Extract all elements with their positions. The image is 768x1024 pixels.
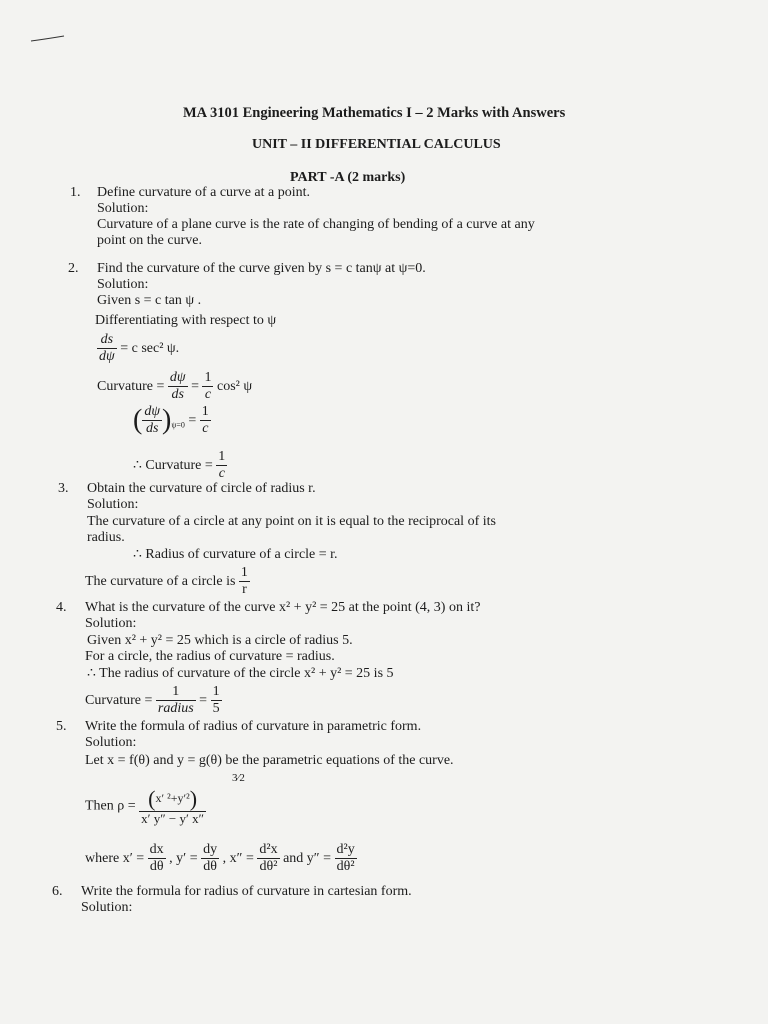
q3-curvature-line: [85, 565, 250, 598]
q4-curvature-eq: Curvature = $\frac{1}{\text{radius}}$ = $\frac{1}{5}$: [85, 684, 220, 717]
q5-question: Write the formula of radius of curvature in parametric form.: [85, 719, 422, 734]
q2-sub-psi0: ψ=0: [171, 420, 185, 430]
fraction-one-r: $\frac{1}{r}$: [240, 565, 248, 598]
q6-solution-label: Solution:: [81, 900, 133, 915]
q5-then-label: Then ρ =: [85, 798, 136, 814]
q2-given: Given s = c tan ψ .: [97, 293, 202, 308]
fraction-ds-dpsi: $\frac{ds}{d\psi}$: [99, 332, 115, 365]
fraction-d2x-dtheta2: $\frac{\text{d²x}}{\text{dθ²}}$: [259, 842, 278, 875]
fraction-one-c-3: $\frac{1}{c}$: [218, 449, 226, 482]
q1-number: 1.: [70, 185, 81, 200]
q2-curvature-label: Curvature =: [97, 378, 165, 394]
q2-curvature-at-zero: ( $\frac{d\psi}{ds}$ )$_{\psi=0}$ = $\frac{1}{c}$: [133, 404, 209, 437]
pen-mark: [30, 35, 66, 43]
q2-question: Find the curvature of the curve given by s = c tanψ at ψ=0.: [97, 261, 426, 276]
part-title: PART -A (2 marks): [290, 170, 406, 185]
q4-given: Given x² + y² = 25 which is a circle of radius 5.: [87, 633, 353, 648]
q4-number: 4.: [56, 600, 67, 615]
q2-curvature-eq: Curvature = $\frac{d\psi}{ds}$ = $\frac{1}{c}$ cos² ψ: [97, 370, 253, 403]
q3-question: Obtain the curvature of circle of radius r.: [87, 481, 316, 496]
q2-number: 2.: [68, 261, 79, 276]
q4-for-circle: For a circle, the radius of curvature = radius.: [85, 649, 335, 664]
fraction-one-c: $\frac{1}{c}$: [204, 370, 212, 403]
q3-answer-line1: The curvature of a circle at any point on it is equal to the reciprocal of its: [87, 514, 496, 529]
q1-answer-line1: Curvature of a plane curve is the rate of changing of bending of a curve at any: [97, 217, 535, 232]
q5-let-line: Let x = f(θ) and y = g(θ) be the parametric equations of the curve.: [85, 753, 454, 768]
q2-cos-term: cos² ψ: [216, 378, 253, 394]
q3-number: 3.: [58, 481, 69, 496]
q4-question: What is the curvature of the curve x² + y² = 25 at the point (4, 3) on it?: [85, 600, 481, 615]
q3-curvature-label: The curvature of a circle is: [85, 573, 236, 589]
fraction-dy-dtheta: $\frac{dy}{d\theta}$: [203, 842, 218, 875]
course-title: MA 3101 Engineering Mathematics I – 2 Marks with Answers: [183, 105, 566, 121]
q6-number: 6.: [52, 884, 63, 899]
q3-radius-line: ∴ Radius of curvature of a circle = r.: [133, 547, 338, 562]
q2-therefore: [133, 449, 227, 482]
fraction-one-radius: $\frac{1}{\text{radius}}$: [157, 684, 194, 717]
fraction-dpsi-ds-2: $\frac{d\psi}{ds}$: [144, 404, 161, 437]
q4-solution-label: Solution:: [85, 616, 137, 631]
fraction-dpsi-ds: $\frac{d\psi}{ds}$: [169, 370, 186, 403]
q4-curvature-label: Curvature =: [85, 692, 153, 708]
q3-answer-line2: radius.: [87, 530, 125, 545]
q5-number: 5.: [56, 719, 67, 734]
q2-solution-label: Solution:: [97, 277, 149, 292]
q2-ds-dpsi-eq: [97, 332, 179, 365]
q5-where-line: where x′ = $\frac{dx}{d\theta}$ , y′ = $\frac{dy}{d\theta}$ , x″ = $\frac{\text{d²x}}{\text{dθ²}}$ and y″ = $\frac{\text{d²y}}{\text{dθ²}}$: [85, 842, 355, 875]
q5-rho-eq: [85, 786, 206, 827]
fraction-one-five: $\frac{1}{5}$: [212, 684, 220, 717]
fraction-rho: $\frac{\text{(x′ ²+y′²)}}{x' y'' - y' x''}$: [141, 786, 205, 827]
q1-solution-label: Solution:: [97, 201, 149, 216]
q4-radius-is: ∴ The radius of curvature of the circle x² + y² = 25 is 5: [87, 666, 394, 681]
q1-answer-line2: point on the curve.: [97, 233, 202, 248]
fraction-d2y-dtheta2: $\frac{\text{d²y}}{\text{dθ²}}$: [336, 842, 355, 875]
q2-therefore-label: ∴ Curvature =: [133, 457, 213, 473]
q5-solution-label: Solution:: [85, 735, 137, 750]
fraction-dx-dtheta: $\frac{dx}{d\theta}$: [149, 842, 164, 875]
q5-where-label: where x′ =: [85, 850, 145, 866]
q3-solution-label: Solution:: [87, 497, 139, 512]
q1-question: Define curvature of a curve at a point.: [97, 185, 311, 200]
q5-power: 3⁄2: [232, 772, 245, 784]
q2-differentiating: Differentiating with respect to ψ: [95, 313, 277, 328]
unit-title: UNIT – II DIFFERENTIAL CALCULUS: [252, 137, 501, 152]
fraction-one-c-2: $\frac{1}{c}$: [201, 404, 209, 437]
q2-eq1-rhs: = c sec² ψ.: [120, 340, 180, 356]
q6-question: Write the formula for radius of curvature in cartesian form.: [81, 884, 412, 899]
